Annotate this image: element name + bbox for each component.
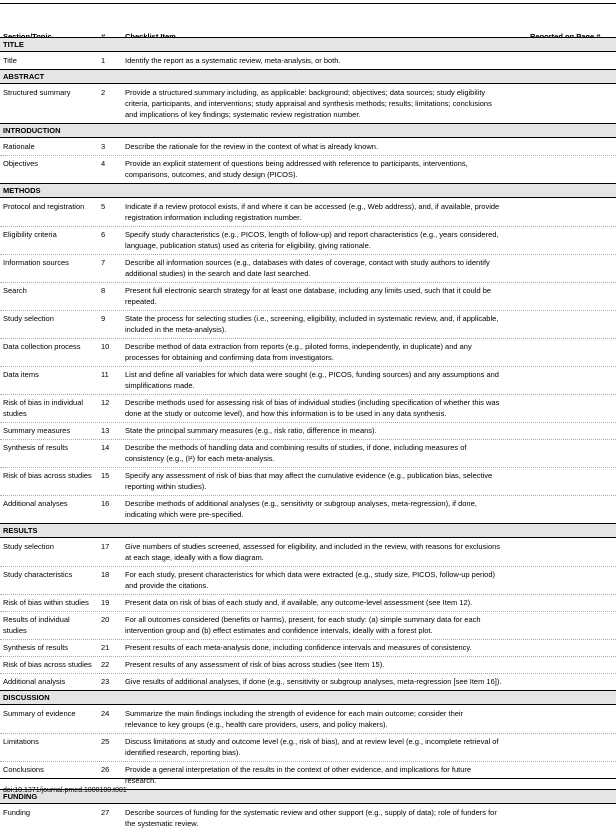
row-number: 3 [101, 142, 106, 151]
row-checklist-item: Describe the methods of handling data and combining results of studies, if done, including measures of [125, 443, 467, 452]
row-checklist-item: Specify any assessment of risk of bias that may affect the cumulative evidence (e.g., publication bias, selective [125, 471, 493, 480]
row-checklist-item: Indicate if a review protocol exists, if and where it can be accessed (e.g., Web address), and, if available, provide [125, 202, 500, 211]
table-row [0, 594, 616, 611]
row-checklist-item: Provide a structured summary including, as applicable: background; objectives; data sources; study eligibility [125, 88, 486, 97]
section-header-row [0, 523, 616, 538]
row-number: 20 [101, 615, 110, 624]
row-checklist-item: List and define all variables for which data were sought (e.g., PICOS, funding sources) and any assumptions and [125, 370, 499, 379]
row-topic: Structured summary [3, 88, 71, 97]
row-number: 8 [101, 286, 106, 295]
row-topic: Study selection [3, 542, 54, 551]
table-row [0, 394, 616, 422]
row-checklist-item: consistency (e.g., (I²) for each meta-analysis. [125, 454, 275, 463]
row-checklist-item: Describe all information sources (e.g., databases with dates of coverage, contact with study authors to identify [125, 258, 490, 267]
section-title: TITLE [3, 40, 24, 49]
row-topic: Synthesis of results [3, 443, 69, 452]
table-row [0, 84, 616, 123]
table-row [0, 282, 616, 310]
row-topic: Risk of bias within studies [3, 598, 89, 607]
table-row [0, 52, 616, 69]
row-checklist-item: and provide the citations. [125, 581, 209, 590]
row-number: 5 [101, 202, 106, 211]
row-number: 18 [101, 570, 110, 579]
row-topic: Data collection process [3, 342, 81, 351]
table-row [0, 495, 616, 523]
row-checklist-item: research. [125, 776, 157, 785]
row-topic: Limitations [3, 737, 39, 746]
section-title: ABSTRACT [3, 72, 45, 81]
row-number: 24 [101, 709, 110, 718]
row-checklist-item: done at the study or outcome level), and how this information is to be used in any data synthesis. [125, 409, 447, 418]
row-checklist-item: intervention group and (b) effect estimates and confidence intervals, ideally with a forest plot. [125, 626, 433, 635]
table-row [0, 138, 616, 155]
row-checklist-item: Specify study characteristics (e.g., PICOS, length of follow-up) and report characteristics (e.g., years considered, [125, 230, 499, 239]
table-row [0, 338, 616, 366]
table-row [0, 611, 616, 639]
row-number: 23 [101, 677, 110, 686]
row-checklist-item: Describe the rationale for the review in the context of what is already known. [125, 142, 379, 151]
table-row [0, 804, 616, 832]
row-topic: Summary of evidence [3, 709, 76, 718]
section-header-row [0, 37, 616, 52]
section-title: METHODS [3, 186, 41, 195]
table-row [0, 639, 616, 656]
row-number: 13 [101, 426, 110, 435]
row-checklist-item: State the process for selecting studies (i.e., screening, eligibility, included in systematic review, and, if applicable, [125, 314, 499, 323]
row-topic: Additional analysis [3, 677, 66, 686]
row-checklist-item: Discuss limitations at study and outcome level (e.g., risk of bias), and at review level (e.g., incomplete retrieval of [125, 737, 499, 746]
row-topic: Additional analyses [3, 499, 68, 508]
row-checklist-item: included in the meta-analysis). [125, 325, 227, 334]
table-row [0, 733, 616, 761]
row-checklist-item: relevance to key groups (e.g., health care providers, users, and policy makers). [125, 720, 388, 729]
section-header-row [0, 183, 616, 198]
row-topic: Data items [3, 370, 39, 379]
table-row [0, 467, 616, 495]
row-checklist-item: Give results of additional analyses, if done (e.g., sensitivity or subgroup analyses, meta-regression [see Item 16]). [125, 677, 502, 686]
section-title: RESULTS [3, 526, 38, 535]
section-header-row [0, 69, 616, 84]
row-topic: Results of individual [3, 615, 70, 624]
top-rule [0, 3, 616, 4]
row-number: 12 [101, 398, 110, 407]
row-checklist-item: additional studies) in the search and date last searched. [125, 269, 311, 278]
row-checklist-item: comparisons, outcomes, and study design (PICOS). [125, 170, 298, 179]
row-checklist-item: Give numbers of studies screened, assessed for eligibility, and included in the review, with reasons for exclusions [125, 542, 501, 551]
row-number: 6 [101, 230, 106, 239]
row-checklist-item: Describe sources of funding for the systematic review and other support (e.g., supply of data); role of funders for [125, 808, 497, 817]
doi-footnote: doi:10.1371/journal.pmed.1000100.t001 [3, 787, 127, 794]
row-checklist-item: processes for obtaining and confirming data from investigators. [125, 353, 334, 362]
table-row [0, 673, 616, 690]
table-row [0, 538, 616, 566]
row-checklist-item: and implications of key findings; systematic review registration number. [125, 110, 361, 119]
row-checklist-item: Provide a general interpretation of the results in the context of other evidence, and implications for future [125, 765, 472, 774]
section-title: INTRODUCTION [3, 126, 61, 135]
table-row [0, 439, 616, 467]
row-number: 7 [101, 258, 106, 267]
row-topic: studies [3, 626, 27, 635]
row-topic: Conclusions [3, 765, 44, 774]
row-number: 11 [101, 370, 109, 379]
table-row [0, 198, 616, 226]
row-number: 10 [101, 342, 110, 351]
section-header-row [0, 123, 616, 138]
row-number: 4 [101, 159, 106, 168]
row-checklist-item: Describe methods of additional analyses (e.g., sensitivity or subgroup analyses, meta-regression), if done, [125, 499, 477, 508]
row-topic: Title [3, 56, 17, 65]
row-number: 9 [101, 314, 106, 323]
table-row [0, 366, 616, 394]
row-topic: Summary measures [3, 426, 71, 435]
row-topic: Rationale [3, 142, 35, 151]
row-checklist-item: repeated. [125, 297, 157, 306]
row-number: 25 [101, 737, 110, 746]
table-row [0, 656, 616, 673]
section-title: DISCUSSION [3, 693, 50, 702]
row-number: 22 [101, 660, 110, 669]
row-checklist-item: For each study, present characteristics for which data were extracted (e.g., study size, PICOS, follow-up period) [125, 570, 496, 579]
row-checklist-item: identified research, reporting bias). [125, 748, 241, 757]
row-checklist-item: reporting within studies). [125, 482, 207, 491]
row-checklist-item: the systematic review. [125, 819, 199, 828]
row-checklist-item: language, publication status) used as criteria for eligibility, giving rationale. [125, 241, 371, 250]
row-topic: Funding [3, 808, 31, 817]
row-checklist-item: Describe method of data extraction from reports (e.g., piloted forms, independently, in duplicate) and any [125, 342, 472, 351]
row-checklist-item: Summarize the main findings including the strength of evidence for each main outcome; consider their [125, 709, 464, 718]
row-topic: Information sources [3, 258, 69, 267]
row-number: 2 [101, 88, 106, 97]
row-topic: Study selection [3, 314, 54, 323]
row-checklist-item: registration information including registration number. [125, 213, 302, 222]
row-topic: Risk of bias across studies [3, 660, 92, 669]
table-row [0, 761, 616, 789]
row-checklist-item: Present results of any assessment of risk of bias across studies (see Item 15). [125, 660, 385, 669]
row-topic: Risk of bias across studies [3, 471, 92, 480]
row-topic: Protocol and registration [3, 202, 85, 211]
row-topic: Search [3, 286, 27, 295]
section-header-row [0, 690, 616, 705]
table-row [0, 155, 616, 183]
table-row [0, 705, 616, 733]
row-topic: Risk of bias in individual [3, 398, 84, 407]
row-checklist-item: Identify the report as a systematic review, meta-analysis, or both. [125, 56, 341, 65]
table-row [0, 226, 616, 254]
row-number: 15 [101, 471, 110, 480]
row-number: 14 [101, 443, 110, 452]
table-row [0, 254, 616, 282]
row-number: 1 [101, 56, 106, 65]
row-number: 27 [101, 808, 110, 817]
row-number: 17 [101, 542, 110, 551]
row-number: 21 [101, 643, 110, 652]
row-checklist-item: Provide an explicit statement of questions being addressed with reference to participants, interventions, [125, 159, 468, 168]
table-row [0, 566, 616, 594]
row-checklist-item: at each stage, ideally with a flow diagram. [125, 553, 264, 562]
table-row [0, 422, 616, 439]
row-checklist-item: State the principal summary measures (e.g., risk ratio, difference in means). [125, 426, 377, 435]
row-checklist-item: indicating which were pre-specified. [125, 510, 244, 519]
row-number: 26 [101, 765, 110, 774]
row-checklist-item: Describe methods used for assessing risk of bias of individual studies (including specification of whether this was [125, 398, 500, 407]
bottom-rule [0, 778, 616, 779]
row-checklist-item: simplifications made. [125, 381, 195, 390]
row-number: 16 [101, 499, 110, 508]
row-topic: Eligibility criteria [3, 230, 57, 239]
row-checklist-item: Present full electronic search strategy for at least one database, including any limits used, such that it could be [125, 286, 492, 295]
row-checklist-item: Present results of each meta-analysis done, including confidence intervals and measures of consistency. [125, 643, 472, 652]
row-topic: Synthesis of results [3, 643, 69, 652]
row-topic: Study characteristics [3, 570, 73, 579]
section-title: FUNDING [3, 792, 38, 801]
row-checklist-item: Present data on risk of bias of each study and, if available, any outcome-level assessment (see Item 12). [125, 598, 473, 607]
row-topic: studies [3, 409, 27, 418]
row-checklist-item: For all outcomes considered (benefits or harms), present, for each study: (a) simple summary data for each [125, 615, 481, 624]
table-row [0, 310, 616, 338]
row-topic: Objectives [3, 159, 39, 168]
row-number: 19 [101, 598, 110, 607]
row-checklist-item: criteria, participants, and interventions; study appraisal and synthesis methods; results; limitations; conclusions [125, 99, 492, 108]
